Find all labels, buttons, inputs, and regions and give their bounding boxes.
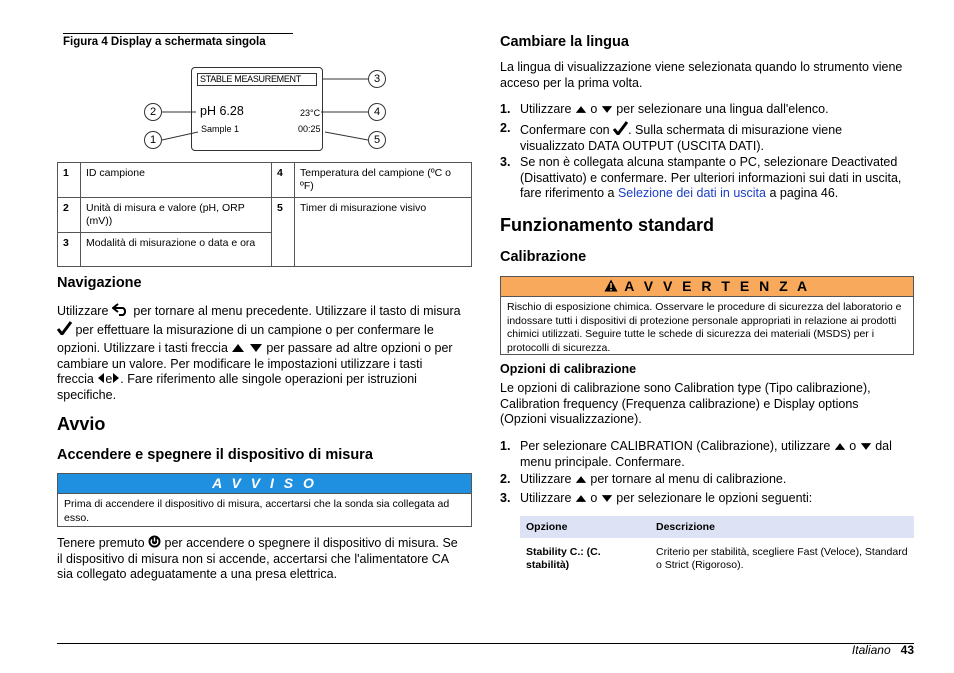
text: opzioni. Utilizzare i tasti freccia xyxy=(57,341,228,355)
footer-rule xyxy=(57,643,914,644)
step-number: 3. xyxy=(500,155,511,169)
notice-avvertenza xyxy=(500,276,914,355)
text: o xyxy=(849,439,857,453)
text: per passare ad altre opzioni o per xyxy=(266,341,453,355)
text: cambiare un valore. Per modificare le impostazioni utilizzare i tasti xyxy=(57,356,423,371)
text: per selezionare le opzioni seguenti: xyxy=(616,491,813,505)
text: sia collegato adeguatamente a una presa elettrica. xyxy=(57,567,338,581)
notice-body: Rischio di esposizione chimica. Osservare le procedure di sicurezza del laboratorio e indossare tutti i dispositivi di protezione personale appropriati in relazione ai prodotti chimici utilizzati. Seguire tutte le schede di sicurezza dei materiali (MSDS) per i protocolli di sicurezza. xyxy=(507,301,902,354)
text: per selezionare una lingua dall'elenco. xyxy=(616,102,829,116)
page-number: 43 xyxy=(900,643,914,657)
warning-triangle-icon xyxy=(604,279,618,292)
lcd-temperature: 23°C xyxy=(300,108,321,118)
notice-avviso xyxy=(57,473,472,527)
up-arrow-icon xyxy=(575,494,587,503)
up-arrow-icon xyxy=(231,343,245,353)
callout-3: 3 xyxy=(368,70,386,88)
callout-2: 2 xyxy=(144,103,162,121)
text: visualizzato DATA OUTPUT (USCITA DATI). xyxy=(520,138,765,153)
notice-title: A V V I S O xyxy=(58,474,471,494)
down-arrow-icon xyxy=(249,343,263,353)
callout-5: 5 xyxy=(368,131,386,149)
lcd-sample-id: Sample 1 xyxy=(201,124,240,134)
legend-text: ID campione xyxy=(81,163,272,198)
notice-body: Prima di accendere il dispositivo di misura, accertarsi che la sonda sia collegata ad esso. xyxy=(64,498,450,524)
opzioni-intro: Le opzioni di calibrazione sono Calibration type (Tipo calibrazione), Calibration frequency (Frequenza calibrazione) e Display options (Opzioni visualizzazione). xyxy=(500,381,871,426)
text: a pagina 46. xyxy=(769,186,839,200)
figure-legend-table xyxy=(57,162,472,267)
callout-4: 4 xyxy=(368,103,386,121)
notice-title-text: A V V E R T E N Z A xyxy=(624,278,811,294)
text: Utilizzare xyxy=(520,472,572,486)
text: o xyxy=(590,491,598,505)
text: Utilizzare xyxy=(520,102,572,116)
options-table xyxy=(520,516,914,576)
heading-funzionamento: Funzionamento standard xyxy=(500,215,715,235)
step-number: 3. xyxy=(500,491,511,505)
lcd-reading: pH 6.28 xyxy=(200,104,244,118)
table-header-row xyxy=(520,516,914,538)
text: dal xyxy=(875,439,892,453)
legend-text: Unità di misura e valore (pH, ORP (mV)) xyxy=(81,198,272,233)
text: il dispositivo di misura non si accende, accertarsi che l'alimentatore CA xyxy=(57,551,450,566)
column-header: Opzione xyxy=(520,516,650,538)
checkmark-icon xyxy=(613,121,628,135)
legend-text: Temperatura del campione (ºC o ºF) xyxy=(295,163,472,198)
text: Confermare con xyxy=(520,123,610,137)
step-number: 1. xyxy=(500,102,511,116)
heading-calibrazione: Calibrazione xyxy=(500,249,587,265)
text: per effettuare la misurazione di un campione o per confermare le xyxy=(75,322,434,337)
text: Utilizzare xyxy=(520,491,572,505)
text: e xyxy=(105,372,113,386)
text: Per selezionare CALIBRATION (Calibrazione), utilizzare xyxy=(520,439,831,453)
lcd-timer: 00:25 xyxy=(298,124,321,134)
up-arrow-icon xyxy=(834,442,846,451)
text: . Sulla schermata di misurazione viene xyxy=(628,123,843,137)
legend-num: 2 xyxy=(58,198,81,233)
callout-1: 1 xyxy=(144,131,162,149)
avvio-paragraph xyxy=(57,535,477,583)
back-arrow-icon xyxy=(112,303,130,316)
notice-title xyxy=(501,277,913,297)
text: specifiche. xyxy=(57,387,117,402)
text: . Fare riferimento alle singole operazioni per istruzioni xyxy=(120,372,417,386)
down-arrow-icon xyxy=(601,105,613,114)
checkmark-icon xyxy=(57,321,72,335)
legend-text: Timer di misurazione visivo xyxy=(295,198,472,267)
heading-cambiare-lingua: Cambiare la lingua xyxy=(500,34,629,50)
down-arrow-icon xyxy=(601,494,613,503)
column-header: Descrizione xyxy=(650,516,914,538)
up-arrow-icon xyxy=(575,475,587,484)
text: per accendere o spegnere il dispositivo di misura. Se xyxy=(164,536,458,550)
legend-num: 1 xyxy=(58,163,81,198)
heading-accendere: Accendere e spegnere il dispositivo di misura xyxy=(57,447,373,463)
heading-opzioni: Opzioni di calibrazione xyxy=(500,362,637,376)
text: Tenere premuto xyxy=(57,536,145,550)
text: Se non è collegata alcuna stampante o PC, selezionare Deactivated (Disattivato) e confermare. Per ulteriori informazioni sui dati in uscita, fare riferimento a xyxy=(520,155,902,200)
navigazione-paragraph xyxy=(57,303,477,403)
lingua-intro: La lingua di visualizzazione viene selezionata quando lo strumento viene acceso per la prima volta. xyxy=(500,60,903,90)
table-row xyxy=(58,163,472,198)
text: menu principale. Confermare. xyxy=(520,454,685,469)
heading-avvio: Avvio xyxy=(57,414,106,434)
option-name: Stability C.: (C. stabilità) xyxy=(526,546,601,571)
footer-language: Italiano xyxy=(851,643,891,657)
figure-caption: Figura 4 Display a schermata singola xyxy=(63,36,266,48)
step-number: 2. xyxy=(500,121,511,135)
legend-text: Modalità di misurazione o data e ora xyxy=(81,233,272,267)
power-icon xyxy=(148,535,161,548)
option-description: Criterio per stabilità, scegliere Fast (Veloce), Standard o Strict (Rigoroso). xyxy=(656,546,908,571)
table-row xyxy=(520,538,914,576)
legend-num: 3 xyxy=(58,233,81,267)
table-row xyxy=(58,198,472,233)
text: per tornare al menu di calibrazione. xyxy=(590,472,787,486)
page-footer xyxy=(852,643,914,657)
text: freccia xyxy=(57,372,94,386)
text: per tornare al menu precedente. Utilizzare il tasto di misura xyxy=(133,304,461,318)
legend-num: 4 xyxy=(272,163,295,198)
lcd-status-header: STABLE MEASUREMENT xyxy=(197,73,317,86)
legend-num: 5 xyxy=(272,198,295,267)
lcd-screen xyxy=(191,67,323,151)
down-arrow-icon xyxy=(860,442,872,451)
heading-navigazione: Navigazione xyxy=(57,275,142,291)
up-arrow-icon xyxy=(575,105,587,114)
step-number: 1. xyxy=(500,439,511,453)
text: o xyxy=(590,102,598,116)
link-selezione-dati[interactable]: Selezione dei dati in uscita xyxy=(617,186,766,200)
text: Utilizzare xyxy=(57,304,109,318)
step-number: 2. xyxy=(500,472,511,486)
